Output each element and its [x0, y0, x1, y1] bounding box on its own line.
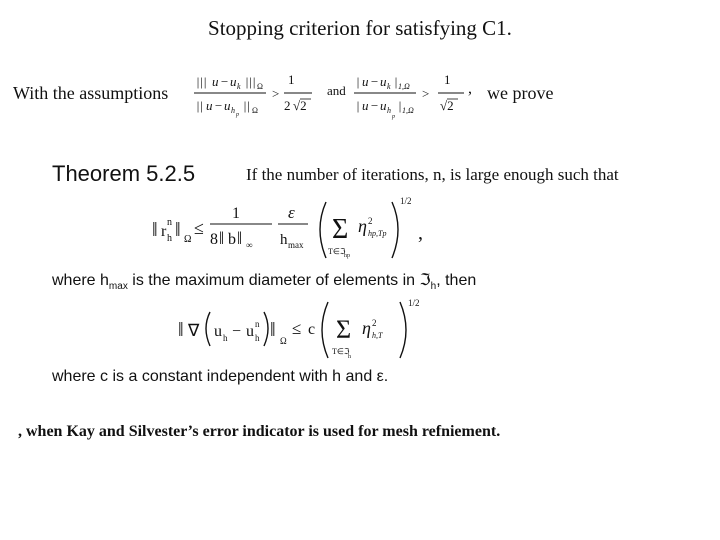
svg-text:2: 2 — [284, 98, 291, 113]
svg-text:≤: ≤ — [292, 319, 302, 338]
svg-text:h: h — [348, 354, 351, 360]
svg-text:u: u — [224, 98, 231, 113]
svg-text:Ω: Ω — [184, 234, 192, 245]
svg-text:h: h — [167, 233, 172, 244]
hmax-subscript: max — [108, 281, 128, 293]
h-subscript: h — [430, 281, 437, 293]
svg-text:‖: ‖ — [219, 228, 225, 248]
svg-text:T∈ℑ: T∈ℑ — [328, 247, 346, 256]
we-prove-label: we prove — [487, 83, 554, 103]
svg-text:‖: ‖ — [175, 219, 181, 241]
svg-text:|: | — [394, 74, 398, 89]
svg-text:−: − — [370, 74, 379, 89]
svg-text:∞: ∞ — [246, 240, 253, 250]
svg-text:η: η — [362, 318, 371, 338]
svg-text:u: u — [380, 74, 387, 89]
where-hmax-text — [52, 270, 476, 292]
svg-text:1/2: 1/2 — [408, 298, 420, 308]
theorem-inequality-1 — [148, 194, 420, 266]
svg-text:hp: hp — [344, 253, 350, 259]
svg-text:u: u — [214, 323, 222, 340]
where1-part-b: is the maximum diameter of elements in ℑ — [127, 272, 431, 289]
svg-text:and: and — [327, 83, 346, 98]
svg-text:u: u — [230, 74, 237, 89]
svg-text:2: 2 — [372, 318, 377, 328]
svg-text:1: 1 — [444, 72, 451, 87]
svg-text:|: | — [356, 98, 360, 113]
assumptions-label: With the assumptions — [13, 83, 169, 103]
svg-text:−: − — [232, 323, 242, 340]
svg-text:1/2: 1/2 — [400, 196, 412, 206]
svg-text:||: || — [196, 98, 204, 113]
svg-text:‖: ‖ — [178, 319, 184, 341]
svg-text:2: 2 — [368, 216, 373, 226]
svg-text:Σ: Σ — [332, 214, 349, 245]
svg-text:‖: ‖ — [152, 219, 158, 241]
svg-text:Ω: Ω — [257, 82, 263, 91]
slide-title: Stopping criterion for satisfying C1. — [208, 16, 512, 40]
svg-text:Ω: Ω — [280, 336, 287, 346]
svg-text:1,Ω: 1,Ω — [402, 106, 414, 115]
theorem-intro: If the number of iterations, n, is large enough such that — [246, 165, 619, 184]
svg-text:k: k — [387, 82, 391, 91]
svg-text:‖: ‖ — [270, 319, 276, 341]
svg-text:c: c — [308, 321, 316, 338]
svg-text:−: − — [214, 98, 223, 113]
svg-text:|: | — [356, 74, 360, 89]
svg-text:k: k — [237, 82, 241, 91]
svg-text:h: h — [223, 333, 228, 343]
svg-text:u: u — [380, 98, 387, 113]
svg-text:ε: ε — [288, 203, 295, 222]
svg-text:u: u — [362, 98, 369, 113]
svg-text:u: u — [206, 98, 213, 113]
svg-text:Ω: Ω — [252, 106, 258, 115]
svg-text:−: − — [370, 98, 379, 113]
svg-text:h: h — [387, 106, 391, 115]
svg-text:p: p — [392, 114, 395, 120]
svg-text:hp,Tp: hp,Tp — [368, 229, 387, 238]
svg-text:n: n — [167, 217, 172, 228]
theorem-label: Theorem 5.2.5 — [52, 161, 196, 186]
svg-text:h: h — [231, 106, 235, 115]
svg-text:|||: ||| — [245, 74, 256, 89]
svg-text:h: h — [280, 232, 288, 248]
svg-text:8: 8 — [210, 231, 218, 248]
assumption-formula — [190, 66, 470, 122]
svg-text:||: || — [243, 98, 251, 113]
svg-text:>: > — [422, 86, 430, 101]
svg-text:h: h — [255, 333, 260, 343]
svg-text:p: p — [236, 112, 239, 118]
svg-text:1,Ω: 1,Ω — [398, 82, 410, 91]
svg-text:u: u — [246, 323, 254, 340]
svg-text:−: − — [220, 74, 229, 89]
where1-part-c: , then — [436, 272, 477, 289]
svg-text:√2: √2 — [293, 98, 307, 113]
svg-text:1: 1 — [232, 205, 240, 222]
svg-text:max: max — [288, 240, 304, 250]
assumption-comma: , — [468, 80, 472, 97]
svg-text:√2: √2 — [440, 98, 454, 113]
svg-text:b: b — [228, 231, 236, 248]
theorem-inequality-2 — [176, 296, 434, 366]
svg-text:|: | — [398, 98, 402, 113]
svg-text:r: r — [161, 223, 167, 240]
svg-text:Σ: Σ — [336, 315, 352, 344]
equation-comma: , — [418, 222, 423, 244]
where1-part-a: where h — [52, 272, 109, 289]
svg-text:‖: ‖ — [237, 228, 243, 248]
closing-statement: , when Kay and Silvester’s error indicator is used for mesh refniement. — [18, 423, 501, 440]
svg-text:T∈ℑ: T∈ℑ — [332, 347, 350, 356]
svg-text:|||: ||| — [196, 74, 207, 89]
svg-text:u: u — [362, 74, 369, 89]
svg-text:η: η — [358, 216, 367, 236]
where-constant-text: where c is a constant independent with h and ε. — [52, 368, 389, 385]
svg-text:h,T: h,T — [372, 331, 383, 340]
svg-text:∇: ∇ — [188, 321, 200, 340]
svg-text:u: u — [212, 74, 219, 89]
svg-text:n: n — [255, 319, 260, 329]
svg-text:>: > — [272, 86, 280, 101]
svg-text:≤: ≤ — [194, 218, 204, 238]
svg-text:1: 1 — [288, 72, 295, 87]
